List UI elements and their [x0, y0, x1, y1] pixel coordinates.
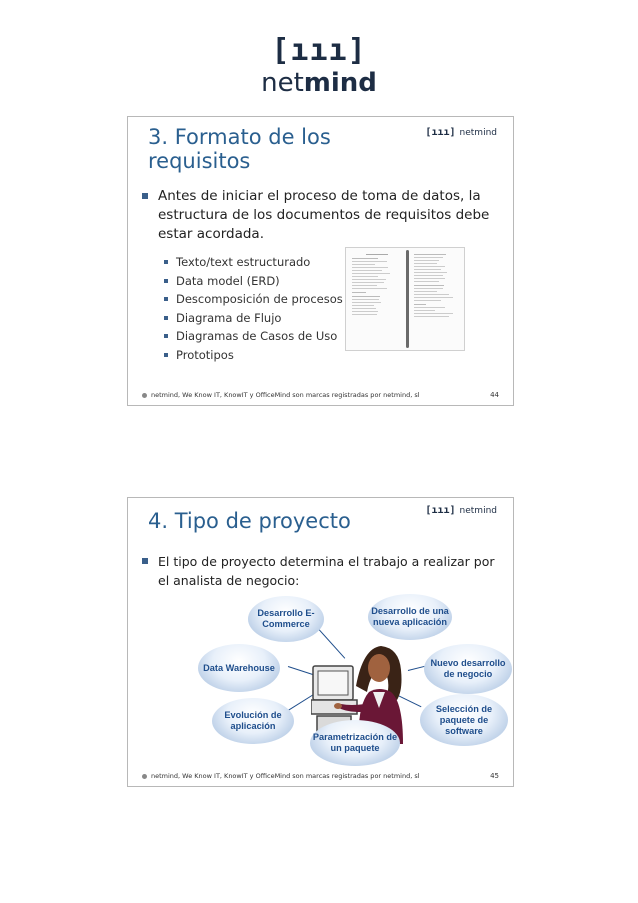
document-outline-image [345, 247, 465, 351]
list-item-text: Descomposición de procesos [176, 292, 343, 307]
node-seleccion-paquete: Selección de paquete de software [420, 694, 508, 746]
slide-footer [142, 772, 420, 780]
slide-logo-mark: [ııı] [425, 127, 456, 138]
node-parametrizacion-paquete: Parametrización de un paquete [310, 720, 400, 766]
list-item [164, 309, 343, 328]
list-item [164, 253, 343, 272]
bullet-square-icon [164, 260, 168, 264]
bullet-square-icon [142, 193, 148, 199]
footer-text: netmind, We Know IT, KnowIT y OfficeMind son marcas registradas por netmind, sl [151, 391, 420, 399]
slide-footer [142, 391, 420, 399]
slide-title: 4. Tipo de proyecto [148, 509, 351, 533]
slide-logo-mark: [ııı] [425, 505, 456, 516]
slide-45 [127, 497, 514, 787]
netmind-logo [0, 33, 638, 98]
node-nuevo-desarrollo-negocio: Nuevo desarrollo de negocio [424, 644, 512, 694]
bullet-square-icon [164, 353, 168, 357]
bullet-square-icon [164, 297, 168, 301]
list-item-text: Data model (ERD) [176, 273, 280, 288]
list-item [164, 290, 343, 309]
list-item [164, 346, 343, 365]
list-item-text: Texto/text estructurado [176, 255, 311, 269]
main-bullet-text: Antes de iniciar el proceso de toma de datos, la estructura de los documentos de requisitos debe estar acordada. [158, 188, 490, 242]
slide-logo-text: netmind [459, 506, 497, 516]
slide-logo [425, 505, 497, 516]
outline-left-column [352, 254, 400, 317]
node-nueva-aplicacion: Desarrollo de una nueva aplicación [368, 594, 452, 640]
page-number: 45 [490, 772, 499, 780]
list-item-text: Diagramas de Casos de Uso [176, 329, 338, 344]
bullet-square-icon [142, 558, 148, 564]
list-item-text: Diagrama de Flujo [176, 310, 282, 325]
main-bullet [142, 552, 506, 590]
node-data-warehouse: Data Warehouse [198, 644, 280, 692]
slide-logo-text: netmind [459, 128, 497, 138]
main-bullet-text: El tipo de proyecto determina el trabajo a realizar por el analista de negocio: [158, 554, 495, 588]
bullet-square-icon [164, 279, 168, 283]
page-number: 44 [490, 391, 499, 399]
node-desarrollo-ecommerce: Desarrollo E-Commerce [248, 596, 324, 642]
slide-logo [425, 127, 497, 138]
node-evolucion-aplicacion: Evolución de aplicación [212, 698, 294, 744]
bullet-square-icon [164, 334, 168, 338]
list-item-text: Prototipos [176, 347, 234, 362]
main-bullet [142, 187, 506, 244]
sub-bullet-list [164, 253, 343, 365]
list-item [164, 327, 343, 346]
binder-spine [406, 250, 409, 348]
logo-bracket-mark: [ııı] [271, 33, 367, 68]
logo-bold: mind [303, 68, 377, 98]
logo-wordmark [0, 68, 638, 98]
outline-right-column [414, 254, 460, 319]
slide-44 [127, 116, 514, 406]
footer-bullet-icon [142, 393, 147, 398]
bullet-square-icon [164, 316, 168, 320]
logo-prefix: net [261, 68, 304, 98]
list-item [164, 272, 343, 291]
footer-text: netmind, We Know IT, KnowIT y OfficeMind son marcas registradas por netmind, sl [151, 772, 420, 780]
footer-bullet-icon [142, 774, 147, 779]
slide-title: 3. Formato de los requisitos [148, 125, 331, 173]
